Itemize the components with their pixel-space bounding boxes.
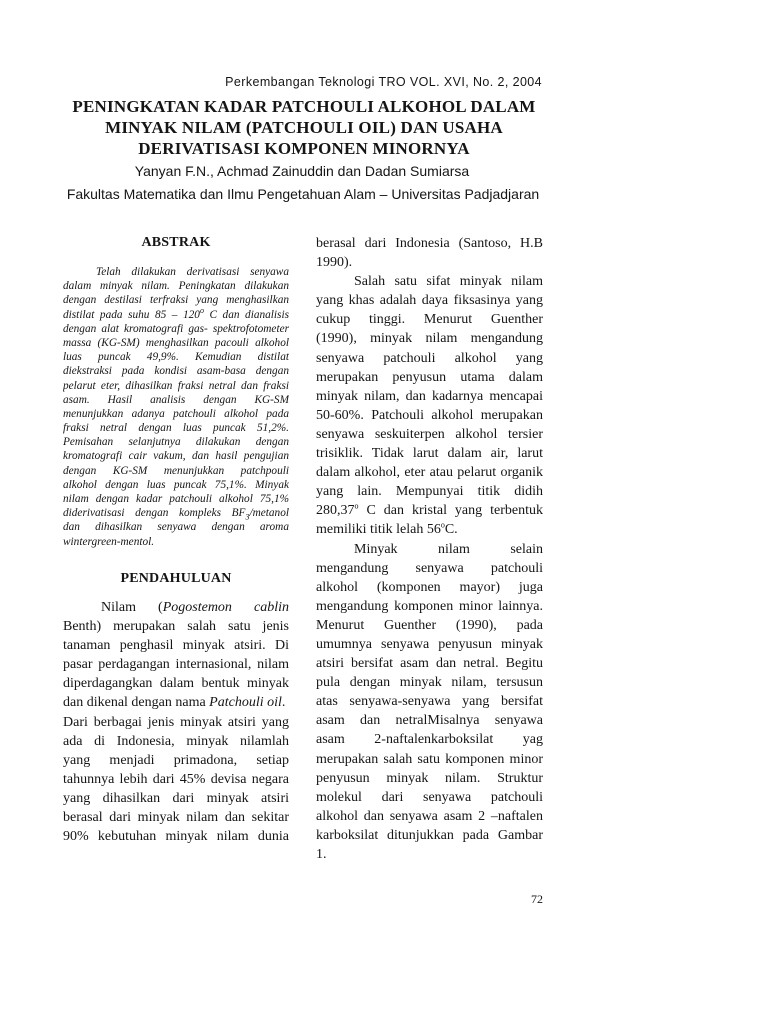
affiliation: Fakultas Matematika dan Ilmu Pengetahuan Alam – Universitas Padjadjaran xyxy=(66,186,540,202)
body-line: merupakan penyusun utama dalam xyxy=(316,369,543,385)
body-line: yang dihasilkan dari minyak atsiri xyxy=(63,790,289,806)
body-line: trisiklik. Tidak larut dalam air, larut xyxy=(316,446,543,462)
body-line: Nilam (Pogostemon cablin xyxy=(101,600,289,615)
abstract-text xyxy=(63,265,289,549)
pendahuluan-text xyxy=(63,598,289,846)
abstract-line: dengan alat kromatografi gas- spektrofotometer xyxy=(63,322,289,335)
abstract-line: dengan destilasi terfraksi yang menghasilkan xyxy=(63,294,289,307)
abstract-line: wintergreen-mentol. xyxy=(63,535,155,548)
body-line: atsiri bersifat asam dan netral. Begitu xyxy=(316,656,543,672)
body-line: asam 2-naftalenkarboksilat yag xyxy=(316,732,543,748)
body-line: mengandung senyawa patchouli xyxy=(316,560,543,576)
abstract-line: massa (KG-SM) menghasilkan pacouli alkohol xyxy=(63,336,289,349)
body-line: asam dan netralMisalnya senyawa xyxy=(316,713,543,729)
title-line: PENINGKATAN KADAR PATCHOULI ALKOHOL DALAM xyxy=(72,97,536,116)
body-line: (1990), minyak nilam mengandung xyxy=(316,331,543,347)
abstract-line: diderivatisasi dengan kompleks $BF_3$/metanol xyxy=(63,507,289,521)
body-line: Dari berbagai jenis minyak atsiri yang xyxy=(63,714,289,730)
body-line: molekul dari senyawa patchouli xyxy=(316,789,543,805)
body-line: 280,37$^o$ C dan kristal yang terbentuk xyxy=(316,501,543,519)
body-line: diperdagangkan dalam bentuk minyak xyxy=(63,676,289,692)
abstract-line: nilam dengan kadar patchouli alkohol 75,1% xyxy=(63,493,289,505)
body-line: 1. xyxy=(316,847,327,862)
abstract-line: alkohol dengan luas puncak 75,1%. Minyak xyxy=(63,478,289,491)
body-line: Menurut Guenther (1990), pada xyxy=(316,617,543,633)
body-line: atas senyawa-senyawa yang bersifat xyxy=(316,694,543,710)
body-line: alkohol dan senyawa asam 2 –naftalen xyxy=(316,808,543,824)
abstract-line: kromatografi cair vakum, dan hasil pengujian xyxy=(63,450,289,463)
body-line: ada di Indonesia, minyak nilamlah xyxy=(63,733,289,749)
body-line: karboksilat ditunjukkan pada Gambar xyxy=(316,827,543,843)
body-line: dalam alkohol, eter atau pelarut organik xyxy=(316,465,543,481)
body-line: yang lain. Mempunyai titik didih xyxy=(316,484,543,500)
body-line: senyawa patchouli alkohol yang xyxy=(316,350,543,366)
abstract-line: pelarut eter, dihasilkan fraksi netral dan fraksi xyxy=(63,379,289,392)
abstract-line: dalam minyak nilam. Peningkatan dilakukan xyxy=(63,280,289,293)
body-line: 1990). xyxy=(316,255,353,271)
body-line: berasal dari Indonesia (Santoso, H.B xyxy=(316,236,543,251)
paper-title xyxy=(40,96,568,159)
body-line: yang menjadi primadona, setiap xyxy=(63,752,289,768)
abstract-line: Pemisahan selanjutnya dilakukan dengan xyxy=(63,436,289,449)
body-line: minyak nilam, dan kadarnya mencapai xyxy=(316,388,543,404)
authors: Yanyan F.N., Achmad Zainuddin dan Dadan Sumiarsa xyxy=(134,163,470,179)
body-line: umumnya senyawa penyusun minyak xyxy=(316,636,543,652)
abstract-line: diekstraksi pada kondisi asam-basa dengan xyxy=(63,365,289,378)
body-line: cukup tinggi. Menurut Guenther xyxy=(316,312,543,328)
abstract-line: Telah dilakukan derivatisasi senyawa xyxy=(96,266,289,278)
body-line: 50-60%. Patchouli alkohol merupakan xyxy=(316,407,543,423)
body-line: tanaman penghasil minyak atsiri. Di xyxy=(63,638,289,654)
title-line: DERIVATISASI KOMPONEN MINORNYA xyxy=(138,139,470,158)
journal-header: Perkembangan Teknologi TRO VOL. XVI, No. 2, 2004 xyxy=(225,75,542,89)
body-line: Salah satu sifat minyak nilam xyxy=(354,274,543,290)
body-line: Minyak nilam selain xyxy=(354,541,543,557)
right-column xyxy=(316,234,543,864)
body-line: mengandung komponen minor lainnya. xyxy=(316,598,543,614)
body-line: yang khas adalah daya fiksasinya yang xyxy=(316,293,543,309)
body-line: senyawa seskuiterpen alkohol tersier xyxy=(316,426,543,442)
body-line: pasar perdagangan internasional, nilam xyxy=(63,657,289,673)
abstract-line: luas puncak 49,9%. Kemudian distilat xyxy=(63,351,289,364)
body-line: Benth) merupakan salah satu jenis xyxy=(63,619,289,635)
abstract-line: menunjukkan adanya patchouli alkohol pada xyxy=(63,407,289,420)
abstract-line: distilat pada suhu 85 – 120$^o$ C dan dianalisis xyxy=(63,307,289,321)
body-line: tahunnya lebih dari 45% devisa negara xyxy=(63,771,289,787)
abstract-line: fraksi netral dengan luas puncak 51,2%. xyxy=(63,422,289,435)
abstract-line: dengan KG-SM menunjukkan patchpouli xyxy=(63,464,289,477)
body-line: merupakan salah satu komponen minor xyxy=(316,751,543,767)
body-line: penyusun minyak nilam. Struktur xyxy=(316,770,543,786)
left-column xyxy=(63,234,289,845)
abstract-heading: ABSTRAK xyxy=(141,235,211,250)
body-line: dan dikenal dengan nama Patchouli oil. xyxy=(63,695,286,711)
body-line: pula dengan minyak nilam, tersusun xyxy=(316,675,543,691)
title-line: MINYAK NILAM (PATCHOULI OIL) DAN USAHA xyxy=(105,118,503,137)
body-line: berasal dari minyak nilam dan sekitar xyxy=(63,810,289,826)
body-line: memiliki titik lelah 56$^o$C. xyxy=(316,520,458,538)
section-heading-pendahuluan: PENDAHULUAN xyxy=(120,571,232,586)
body-line: 90% kebutuhan minyak nilam dunia xyxy=(63,829,289,845)
page-number: 72 xyxy=(531,892,543,906)
abstract-line: dan dihasilkan senyawa dengan aroma xyxy=(63,521,289,534)
body-line: alkohol (komponen mayor) juga xyxy=(316,579,543,595)
abstract-line: asam. Hasil analisis dengan KG-SM xyxy=(63,393,289,406)
